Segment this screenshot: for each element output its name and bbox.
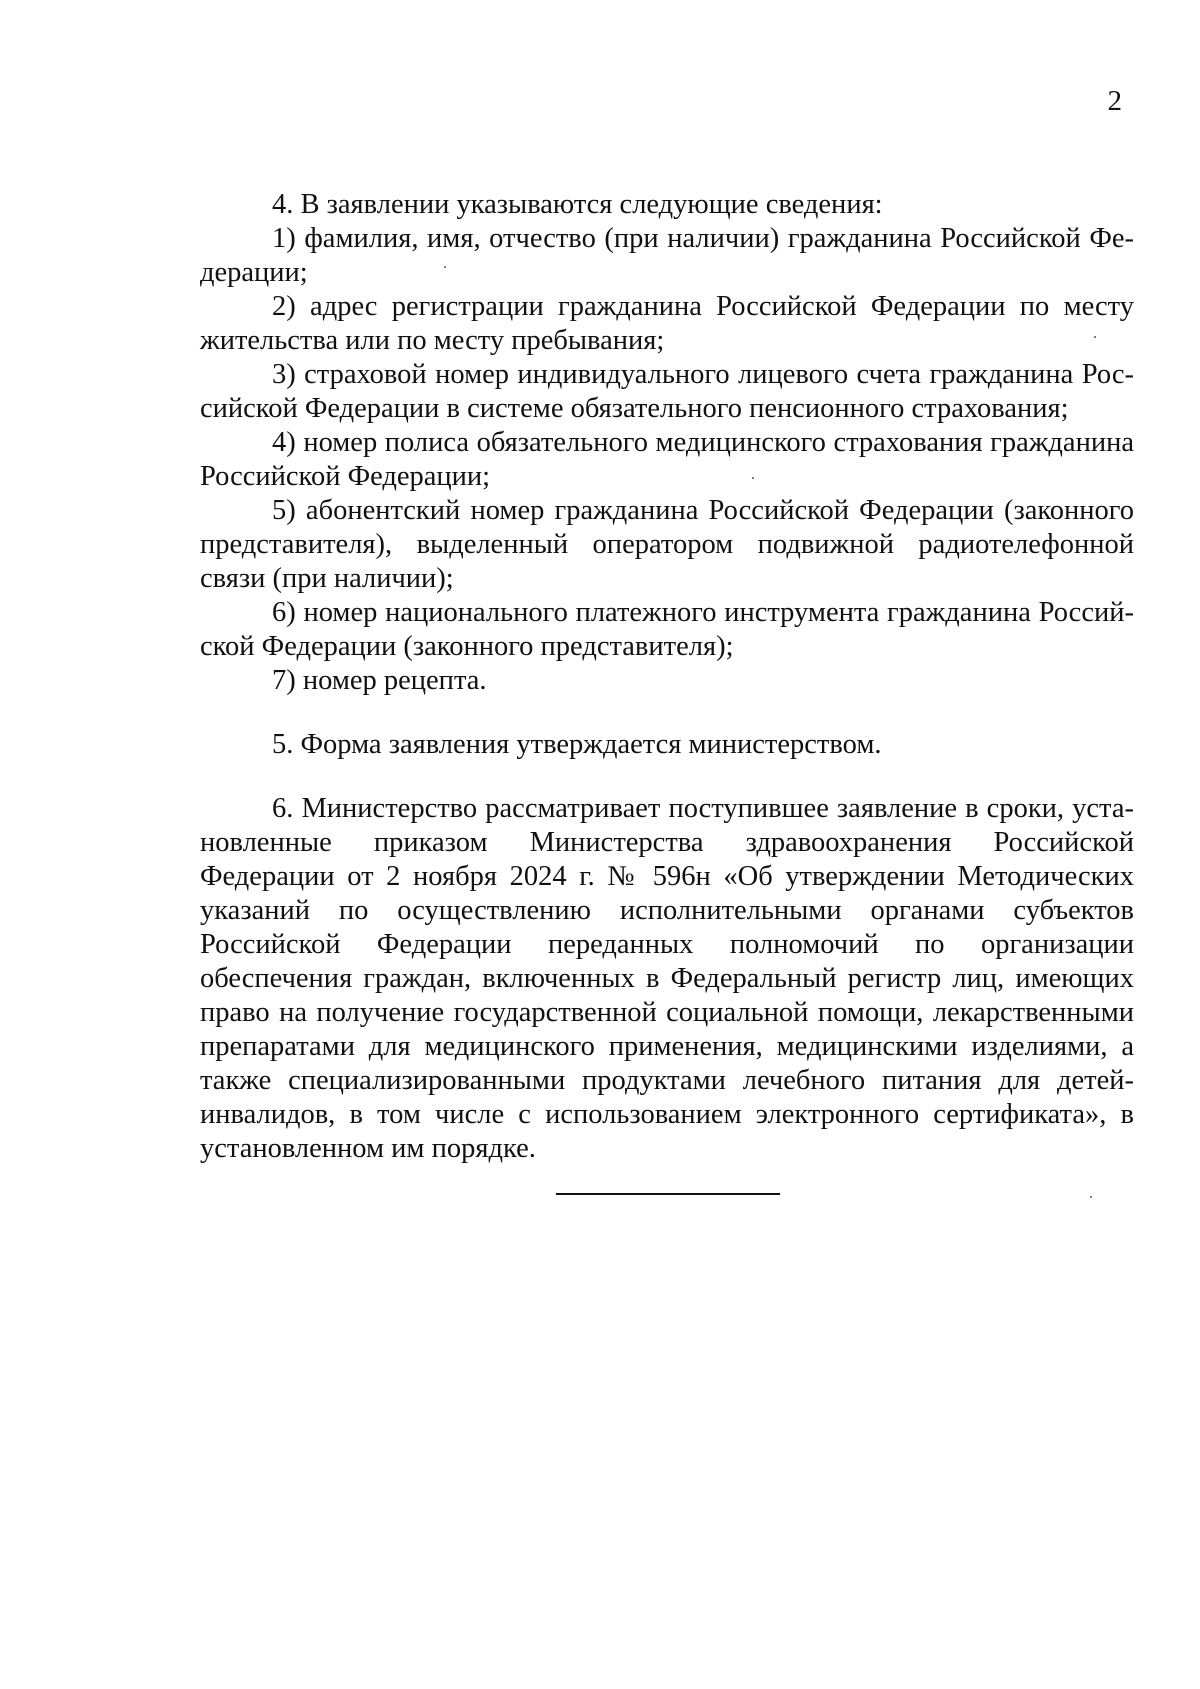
list-item-3: 3) страховой номер индивидуального лицевого счета гражданина Российской Федерации в системе обязательного пенсионного страхования; xyxy=(200,359,1134,424)
page-number: 2 xyxy=(1107,85,1122,117)
scan-speck xyxy=(752,477,754,479)
end-separator-line xyxy=(556,1193,780,1195)
paragraph-6: 6. Министерство рассматривает поступившее заявление в сроки, установленные приказом Министерства здравоохранения Российской Федерации от 2 ноября 2024 г. № 596н «Об утверждении Методических указаний по осуществлению исполнительными органами субъектов Российской Федерации переданных полномочий по организации обеспечения граждан, включенных в Федеральный регистр лиц, имеющих право на получение государственной социальной помощи, лекарственными препаратами для медицинского применения, медицинскими изделиями, а также специализированными продуктами лечебного питания для детей-инвалидов, в том числе с использованием электронного сертификата», в установленном им порядке. xyxy=(200,793,1134,1164)
document-body xyxy=(200,188,1134,1166)
list-item-2: 2) адрес регистрации гражданина Российской Федерации по месту жительства или по месту пребывания; xyxy=(200,291,1134,356)
scan-speck xyxy=(1094,336,1096,338)
list-item-5: 5) абонентский номер гражданина Российской Федерации (законного представителя), выделенный оператором подвижной радиотелефонной связи (при наличии); xyxy=(200,495,1134,594)
paragraph-4-heading: 4. В заявлении указываются следующие сведения: xyxy=(272,189,883,220)
list-item-7: 7) номер рецепта. xyxy=(272,665,487,696)
list-item-6: 6) номер национального платежного инструмента гражданина Российской Федерации (законного представителя); xyxy=(200,597,1134,662)
list-item-1: 1) фамилия, имя, отчество (при наличии) гражданина Российской Федерации; xyxy=(200,223,1134,288)
scan-speck xyxy=(444,266,446,268)
list-item-4: 4) номер полиса обязательного медицинского страхования гражданина Российской Федерации; xyxy=(200,427,1134,492)
paragraph-5: 5. Форма заявления утверждается министерством. xyxy=(272,729,882,760)
scan-speck xyxy=(1090,1196,1092,1198)
